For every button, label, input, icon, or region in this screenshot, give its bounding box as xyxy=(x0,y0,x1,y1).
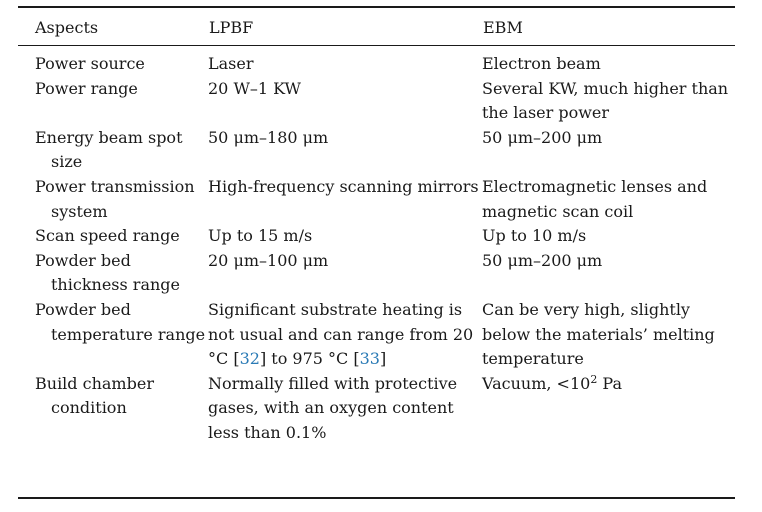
lpbf-thickness: 20 μm–100 μm xyxy=(208,250,329,270)
lpbf-spot-size: 50 μm–180 μm xyxy=(208,127,329,147)
aspect-power-range: Power range xyxy=(35,78,138,98)
aspect-power-source: Power source xyxy=(35,54,145,73)
lpbf-power-range: 20 W–1 KW xyxy=(208,78,301,98)
header-lpbf: LPBF xyxy=(209,18,254,37)
ebm-power-source: Electron beam xyxy=(482,54,601,73)
header-rule-left xyxy=(18,45,208,46)
ebm-transmission: Electromagnetic lenses and magnetic scan coil xyxy=(482,176,708,221)
lpbf-chamber: Normally filled with protective gases, with an oxygen content less than 0.1% xyxy=(208,373,458,442)
table-row xyxy=(18,372,735,446)
aspect-chamber: Build chamber condition xyxy=(35,373,154,418)
lpbf-temperature xyxy=(208,298,482,372)
superscript: 2 xyxy=(590,372,598,386)
table-row xyxy=(18,77,735,126)
lpbf-temperature-text: ] to 975 °C [ xyxy=(259,349,360,369)
header-aspects: Aspects xyxy=(35,18,99,37)
citation-link[interactable]: 33 xyxy=(359,349,380,369)
ebm-chamber-text: Pa xyxy=(597,373,622,393)
aspect-temperature: Powder bed temperature range xyxy=(35,299,206,344)
lpbf-temperature-text: ] xyxy=(379,349,387,369)
ebm-chamber-text: Vacuum, <10 xyxy=(482,373,591,393)
lpbf-transmission: High-frequency scanning mirrors xyxy=(208,176,479,196)
ebm-temperature: Can be very high, slightly below the materials’ melting temperature xyxy=(482,299,715,369)
aspect-transmission: Power transmission system xyxy=(35,176,195,221)
lpbf-temperature-text: Significant substrate heating is not usual and can range from 20 °C [ xyxy=(208,299,474,369)
ebm-thickness: 50 μm–200 μm xyxy=(482,250,603,270)
aspect-thickness: Powder bed thickness range xyxy=(35,250,180,295)
comparison-table xyxy=(18,52,735,446)
aspect-spot-size: Energy beam spot size xyxy=(35,127,183,172)
aspect-scan-speed: Scan speed range xyxy=(35,226,180,246)
header-rule-right xyxy=(205,45,735,46)
ebm-scan-speed: Up to 10 m/s xyxy=(482,226,587,246)
ebm-chamber xyxy=(482,372,735,446)
table-row xyxy=(18,52,735,77)
ebm-spot-size: 50 μm–200 μm xyxy=(482,127,603,147)
citation-link[interactable]: 32 xyxy=(239,349,260,369)
header-ebm: EBM xyxy=(483,18,523,37)
lpbf-power-source: Laser xyxy=(208,54,254,73)
ebm-power-range: Several KW, much higher than the laser power xyxy=(482,78,729,123)
table-bottom-rule xyxy=(18,497,735,499)
table-row xyxy=(18,224,735,249)
table-row xyxy=(18,126,735,175)
table-row xyxy=(18,249,735,298)
table-row xyxy=(18,175,735,224)
lpbf-scan-speed: Up to 15 m/s xyxy=(208,226,313,246)
table-top-rule xyxy=(18,6,735,8)
table-row xyxy=(18,298,735,372)
